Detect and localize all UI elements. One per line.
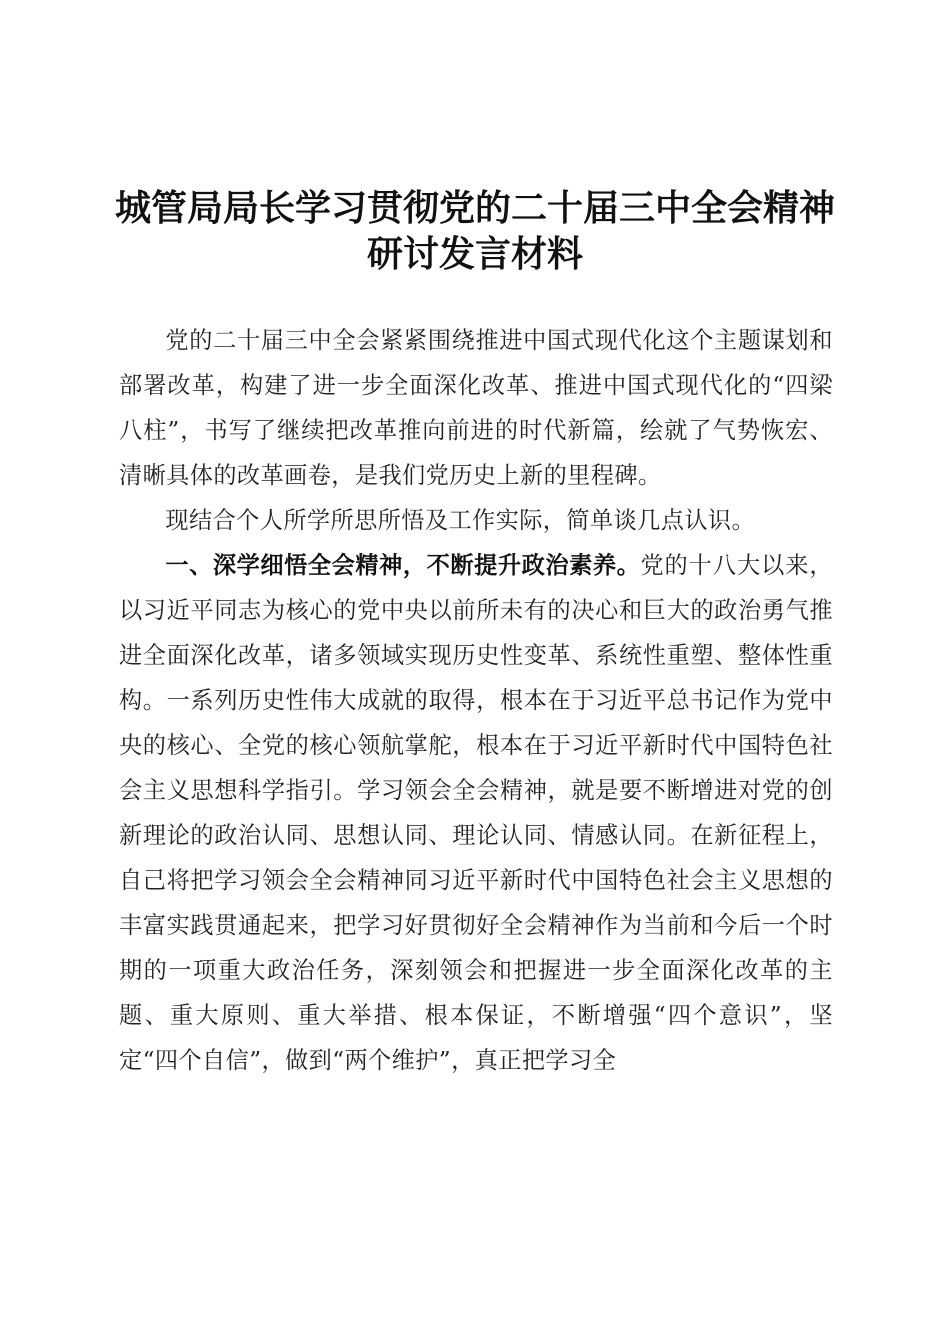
title-line-1: 城管局局长学习贯彻党的二十届三中全会精神 <box>114 188 835 229</box>
title-line-2: 研讨发言材料 <box>366 234 583 275</box>
paragraph-section-1 <box>119 543 833 1083</box>
document-body <box>119 318 833 1083</box>
paragraph-outline: 现结合个人所学所思所悟及工作实际，简单谈几点认识。 <box>165 507 756 534</box>
paragraph-intro: 党的二十届三中全会紧紧围绕推进中国式现代化这个主题谋划和部署改革，构建了进一步全面深化改革、推进中国式现代化的“四梁八柱”，书写了继续把改革推向前进的时代新篇，绘就了气势恢宏、清晰具体的改革画卷，是我们党历史上新的里程碑。 <box>119 327 833 489</box>
section-1-body: 党的十八大以来，以习近平同志为核心的党中央以前所未有的决心和巨大的政治勇气推进全面深化改革，诸多领域实现历史性变革、系统性重塑、整体性重构。一系列历史性伟大成就的取得，根本在于习近平总书记作为党中央的核心、全党的核心领航掌舵，根本在于习近平新时代中国特色社会主义思想科学指引。学习领会全会精神，就是要不断增进对党的创新理论的政治认同、思想认同、理论认同、情感认同。在新征程上，自己将把学习领会全会精神同习近平新时代中国特色社会主义思想的丰富实践贯通起来，把学习好贯彻好全会精神作为当前和今后一个时期的一项重大政治任务，深刻领会和把握进一步全面深化改革的主题、重大原则、重大举措、根本保证，不断增强“四个意识”，坚定“四个自信”，做到“两个维护”，真正把学习全 <box>119 552 834 1074</box>
document-title <box>110 186 840 278</box>
section-1-heading: 一、深学细悟全会精神，不断提升政治素养。 <box>165 552 641 579</box>
